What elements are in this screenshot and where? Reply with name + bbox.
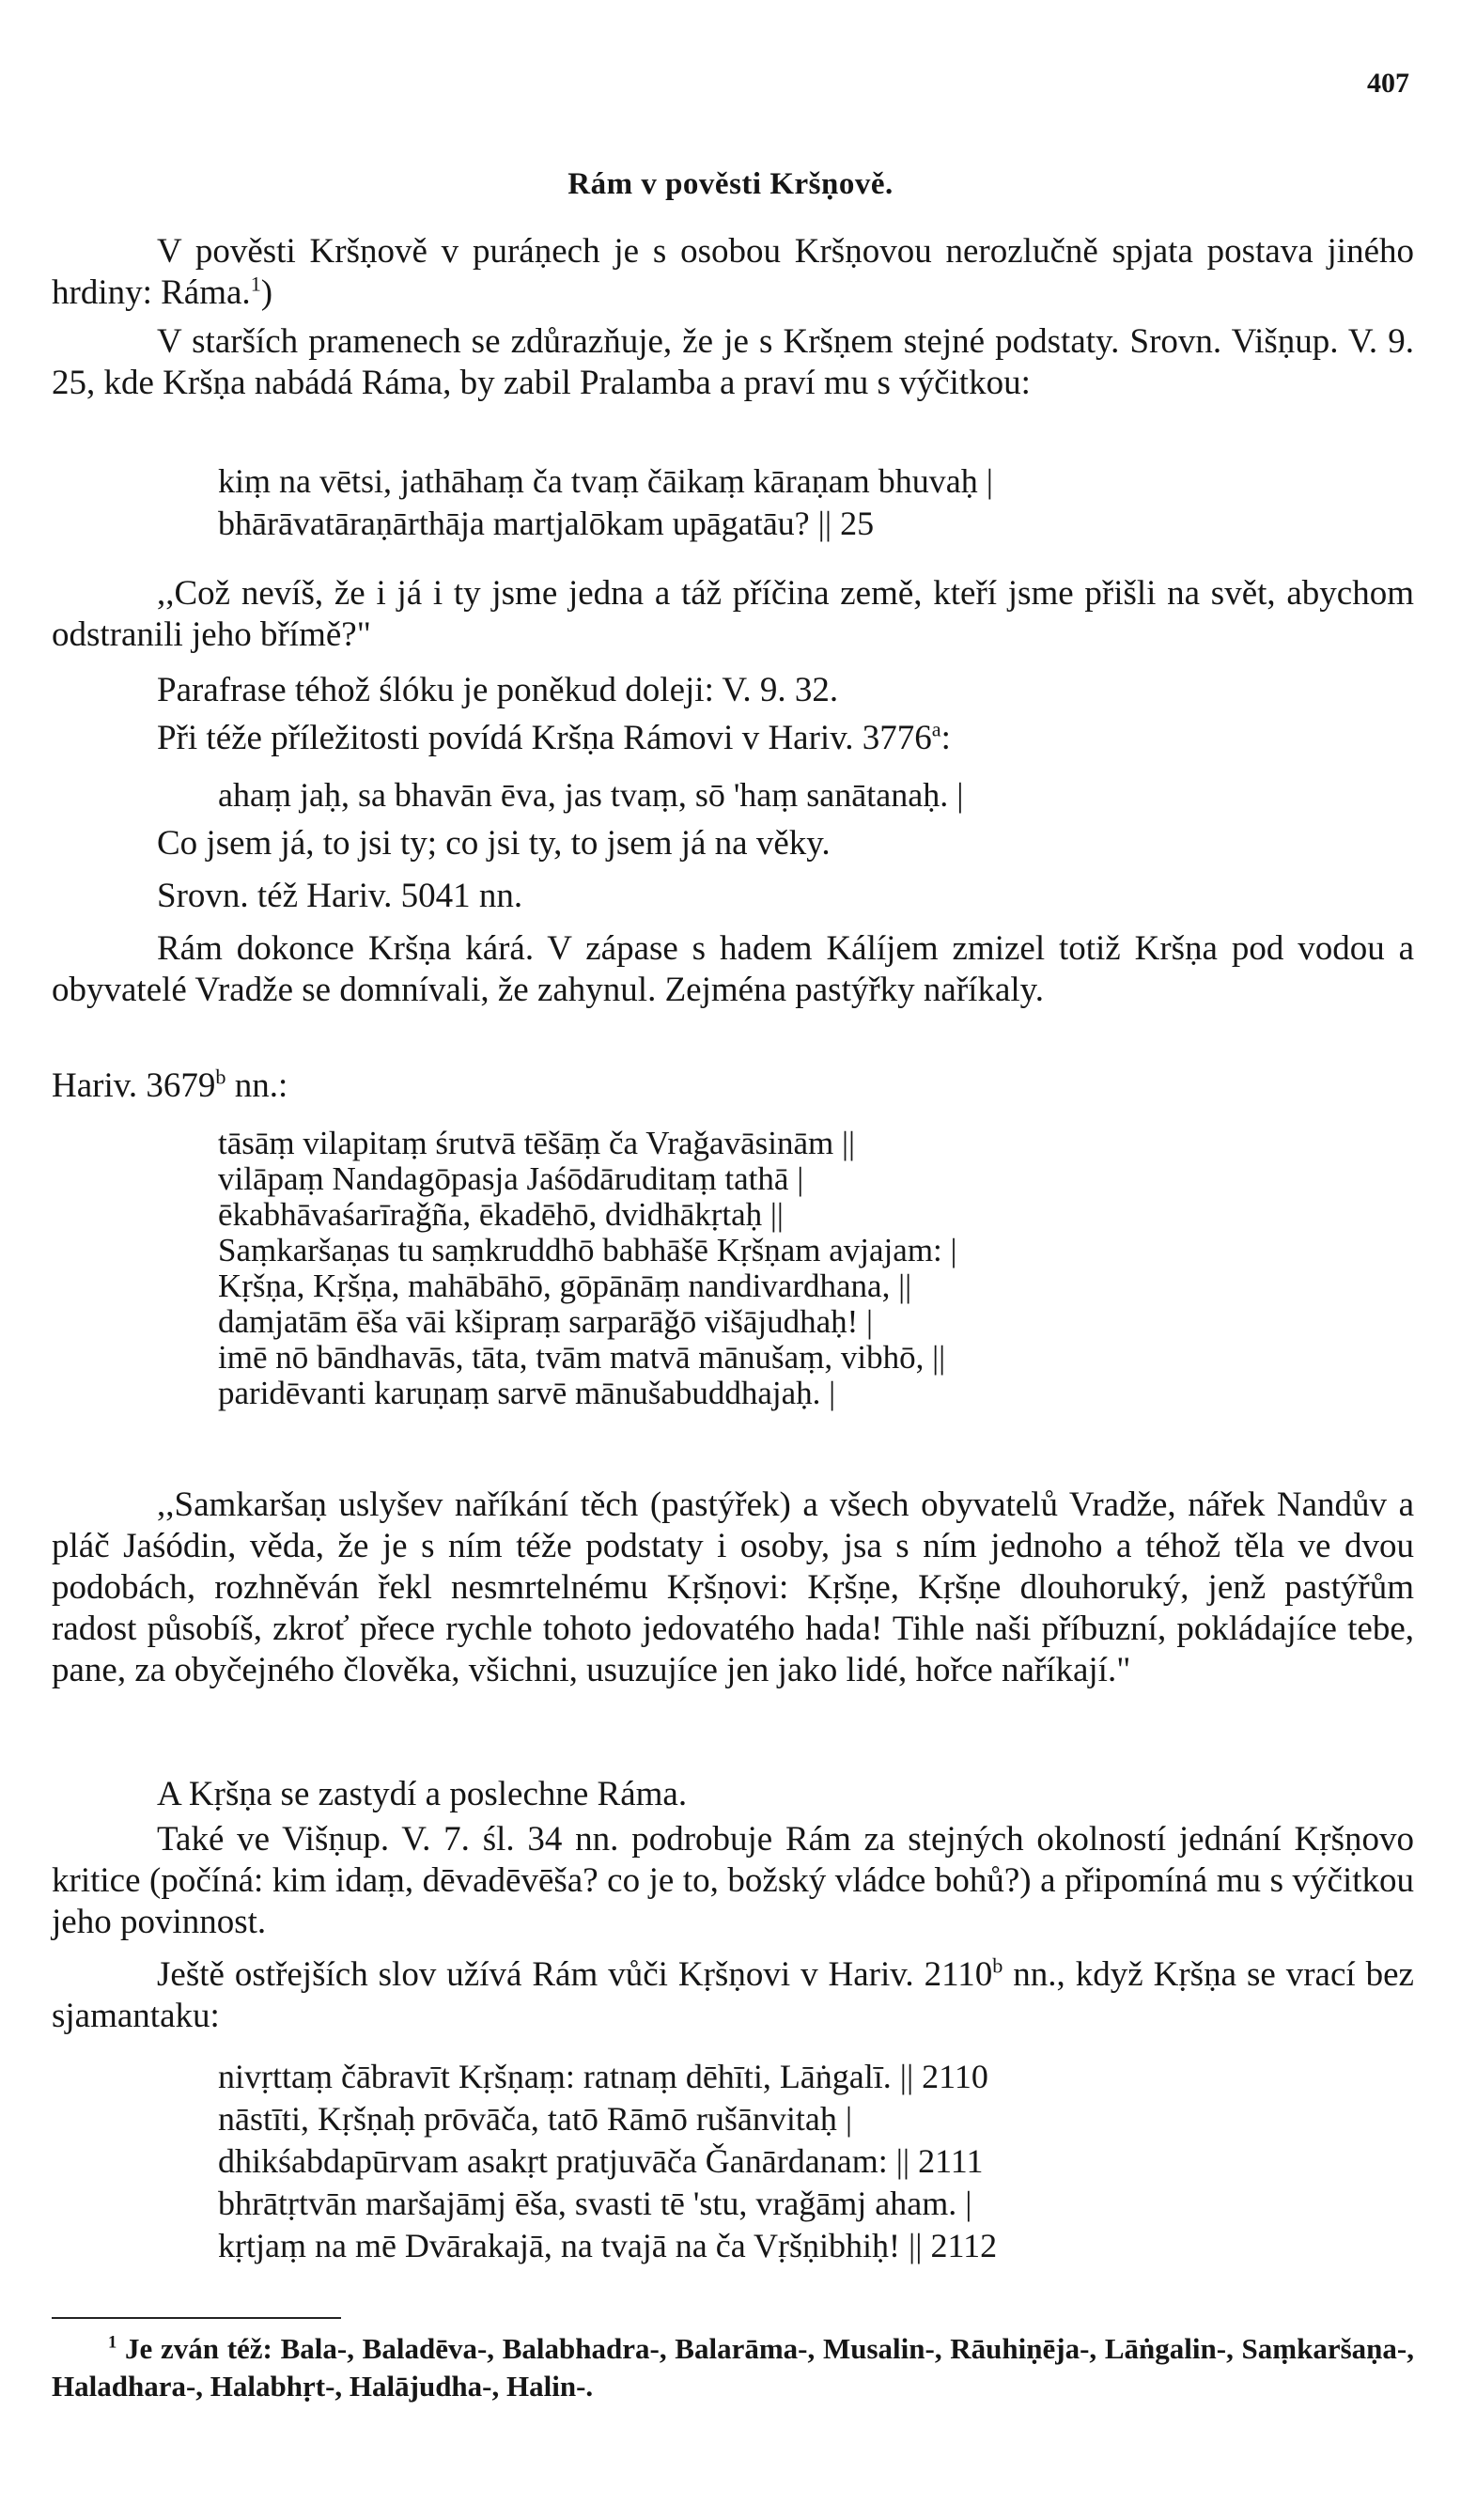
sanskrit-verse-2	[218, 774, 1421, 817]
paragraph-translation-2: Co jsem já, to jsi ty; co jsi ty, to jsem já na věky.	[157, 824, 831, 863]
verse-line: damjatām ēša vāi kšipraṃ sarparāǧō višājudhaḥ! |	[218, 1303, 874, 1340]
verse-line: nāstīti, Kṛšṇaḥ prōvāča, tatō Rāmō rušānvitaḥ |	[218, 2100, 853, 2138]
paragraph-visnup: Také ve Višṇup. V. 7. śl. 34 nn. podrobuje Rám za stejných okolností jednání Kṛšṇovo kritice (počíná: kim idaṃ, dēvadēvēša? co je to, božský vládce bohů?) a připomíná mu s výčitkou jeho povinnost.	[52, 1820, 1414, 1941]
paragraph-krsna-ashamed: A Kṛšṇa se zastydí a poslechne Ráma.	[157, 1775, 688, 1813]
page-number: 407	[1367, 68, 1409, 99]
paragraph-paraphrase: Parafrase téhož ślóku je poněkud doleji: V. 9. 32.	[157, 671, 839, 709]
verse-line: vilāpaṃ Nandagōpasja Jaśōdāruditaṃ tathā |	[218, 1160, 804, 1197]
sanskrit-verse-1	[218, 460, 1421, 545]
paragraph-intro: V pověsti Kršṇově v puráṇech je s osobou Kršṇovou nerozlučně spjata postava jiného hrdiny: Ráma.$^1$)	[52, 232, 1414, 312]
paragraph-sources: V starších pramenech se zdůrazňuje, že je s Kršṇem stejné podstaty. Srovn. Višṇup. V. 9. 25, kde Kršṇa nabádá Ráma, by zabil Pralamba a praví mu s výčitkou:	[52, 322, 1414, 402]
verse-line: imē nō bāndhavās, tāta, tvām matvā mānušaṃ, vibhō, ||	[218, 1339, 946, 1376]
sanskrit-verse-4	[218, 2056, 1421, 2267]
footnote: $^1$ Je zván též: Bala-, Baladēva-, Balabhadra-, Balarāma-, Musalin-, Rāuhiṇēja-, Lāṅgalin-, Saṃkaršaṇa-, Haladhara-, Halabhṛt-, Halājudha-, Halin-.	[52, 2332, 1414, 2403]
verse-line: ēkabhāvaśarīraǧña, ēkadēhō, dvidhākṛtaḥ ||	[218, 1196, 784, 1233]
paragraph-hariv-2110: Ještě ostřejších slov užívá Rám vůči Kṛšṇovi v Hariv. 2110$^b$ nn., když Kṛšṇa se vrací bez sjamantaku:	[52, 1953, 1414, 2035]
verse-line: Kṛšṇa, Kṛšṇa, mahābāhō, gōpānāṃ nandivardhana, ||	[218, 1268, 912, 1304]
verse-line: nivṛttaṃ čābravīt Kṛšṇaṃ: ratnaṃ dēhīti, Lāṅgalī. || 2110	[218, 2058, 988, 2095]
paragraph-compare: Srovn. též Hariv. 5041 nn.	[157, 877, 523, 915]
footnote-divider	[52, 2317, 341, 2319]
verse-line: dhikśabdapūrvam asakṛt pratjuvāča Ǧanārdanam: || 2111	[218, 2142, 984, 2180]
sanskrit-verse-3	[218, 1126, 1421, 1411]
chapter-title: Rám v pověsti Kršṇově.	[567, 167, 894, 201]
paragraph-hariv-3679: Hariv. 3679$^b$ nn.:	[52, 1065, 288, 1105]
verse-line: ahaṃ jaḥ, sa bhavān ēva, jas tvaṃ, sō 'haṃ sanātanaḥ. |	[218, 776, 964, 814]
verse-line: kṛtjaṃ na mē Dvārakajā, na tvajā na ča Vṛšṇibhiḥ! || 2112	[218, 2227, 998, 2264]
paragraph-translation-3: ,,Samkaršaṇ uslyšev naříkání těch (pastýřek) a všech obyvatelů Vradže, nářek Nandův a pláč Jaśódin, věda, že je s ním téže podstaty i osoby, jsa s ním jednoho a téhož těla ve dvou podobách, rozhněván řekl nesmrtelnému Kṛšṇovi: Kṛšṇe, Kṛšṇe dlouhoruký, jenž pastýřům radost působíš, zkroť přece rychle tohoto jedovatého hada! Tihle naši příbuzní, pokládajíce tebe, pane, za obyčejného člověka, všichni, usuzujíce jen jako lidé, hořce naříkají."	[52, 1486, 1414, 1689]
paragraph-translation-1: ,,Což nevíš, že i já i ty jsme jedna a táž příčina země, kteří jsme přišli na svět, abychom odstranili jeho břímě?"	[52, 574, 1414, 654]
paragraph-harivamsa-ref: Při téže příležitosti povídá Kršṇa Rámovi v Hariv. 3776$^a$:	[157, 717, 951, 757]
verse-line: Saṃkaršaṇas tu saṃkruddhō babhāšē Kṛšṇam avjajam: |	[218, 1232, 957, 1268]
verse-line: kiṃ na vētsi, jathāhaṃ ča tvaṃ čāikaṃ kāraṇam bhuvaḥ |	[218, 462, 993, 500]
footnote-ref[interactable]: 1	[250, 272, 261, 296]
verse-line: bhrātṛtvān maršajāmj ēša, svasti tē 'stu, vraǧāmj aham. |	[218, 2185, 972, 2222]
verse-line: tāsāṃ vilapitaṃ śrutvā tēšāṃ ča Vraǧavāsinām ||	[218, 1125, 855, 1161]
verse-line: paridēvanti karuṇaṃ sarvē mānušabuddhajaḥ. |	[218, 1375, 836, 1411]
footnote-marker: 1	[108, 2332, 117, 2353]
paragraph-rebuke: Rám dokonce Kršṇa kárá. V zápase s hadem Kálíjem zmizel totiž Kršṇa pod vodou a obyvatelé Vradže se domnívali, že zahynul. Zejména pastýřky naříkaly.	[52, 929, 1414, 1009]
verse-line: bhārāvatāraṇārthāja martjalōkam upāgatāu? || 25	[218, 505, 875, 542]
